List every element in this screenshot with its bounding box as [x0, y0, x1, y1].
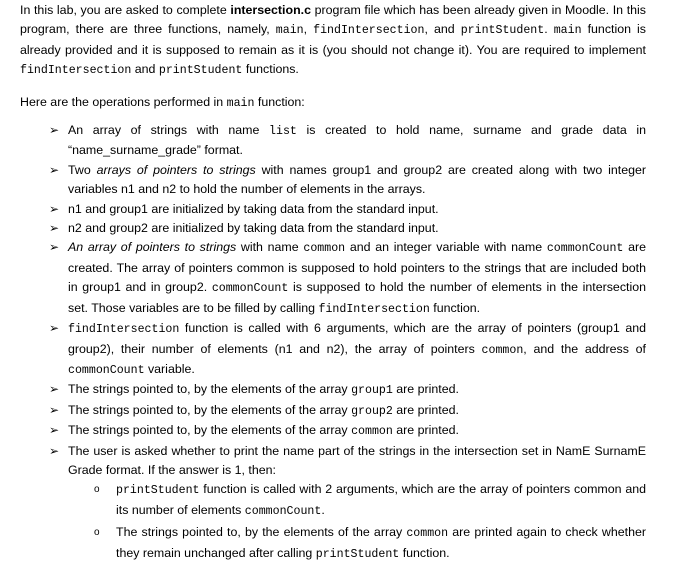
item-text: and an integer variable with name [345, 240, 547, 255]
operations-list [20, 121, 646, 564]
sub-list-item [116, 523, 646, 564]
item-text: are created. The array of pointers common is supposed to hold pointers to the strings that are included both in group1 and in group2. [68, 240, 646, 295]
code-common: common [303, 242, 346, 256]
list-item [68, 219, 646, 238]
item-text: with name [236, 240, 304, 255]
code-main: main [275, 24, 304, 38]
emphasis-text: An array of pointers to strings [68, 240, 237, 255]
item-text: function is called with 6 arguments, which are the array of pointers (group1 and group2), their number of elements (n1 and n2), the array of pointers [68, 321, 646, 356]
item-text: variable. [144, 361, 195, 376]
code-printstudent: printStudent [315, 547, 400, 561]
item-text: The strings pointed to, by the elements of the array [116, 525, 407, 540]
item-text: The strings pointed to, by the elements of the array [68, 423, 352, 438]
intro-text: functions. [242, 62, 299, 77]
item-text: function. [429, 300, 481, 315]
code-commoncount: commonCount [68, 363, 145, 377]
item-text: are printed. [392, 423, 459, 438]
code-findintersection: findIntersection [68, 323, 180, 337]
item-text: n2 and group2 are initialized by taking data from the standard input. [68, 221, 439, 236]
intro-text: , [303, 22, 314, 37]
item-text: The strings pointed to, by the elements of the array [68, 402, 352, 417]
sub-list [68, 480, 646, 564]
code-common: common [481, 343, 524, 357]
operations-heading [20, 93, 646, 113]
list-item [68, 380, 646, 400]
intro-text: program file which has been already given in Moodle. In this program, there are three functions, namely, [20, 3, 646, 37]
item-text: Two [68, 162, 97, 177]
code-list: list [269, 125, 297, 139]
code-group2: group2 [351, 404, 393, 418]
list-item [68, 238, 646, 319]
intro-text: , and [424, 22, 461, 37]
list-item [68, 161, 646, 200]
item-text: The user is asked whether to print the name part of the strings in the intersection set in NamE SurnamE Grade format. If the answer is 1, then: [68, 443, 646, 477]
intro-text: In this lab, you are asked to complete [20, 3, 231, 17]
intro-text: function is already provided and it is supposed to remain as it is (you should not change it). You are required to implement [20, 22, 646, 57]
code-findintersection: findIntersection [20, 64, 132, 78]
intro-text: and [131, 62, 159, 77]
list-item [68, 401, 646, 421]
code-printstudent: printStudent [158, 64, 243, 78]
item-text: are printed. [392, 382, 459, 397]
list-item [68, 421, 646, 441]
item-text: function. [399, 545, 450, 560]
code-common: common [351, 425, 393, 439]
code-findintersection: findIntersection [318, 302, 430, 316]
sub-list-item [116, 480, 646, 521]
item-text: are printed. [392, 402, 459, 417]
item-text: is created to hold name, surname and grade data in “name_surname_grade” format. [68, 123, 646, 158]
code-printstudent: printStudent [116, 484, 200, 498]
item-text: is supposed to hold the number of elements in the intersection set. Those variables are to be filled by calling [68, 280, 646, 315]
item-text: An array of strings with name [68, 123, 270, 138]
item-text: , and the address of [523, 341, 646, 356]
item-text: are printed again to check whether they remain unchanged after calling [116, 525, 646, 560]
code-main: main [553, 24, 582, 38]
heading-text: Here are the operations performed in [20, 94, 227, 109]
list-item [68, 442, 646, 564]
code-main: main [226, 96, 255, 110]
code-commoncount: commonCount [244, 504, 322, 518]
heading-text: function: [254, 94, 305, 109]
item-text: The strings pointed to, by the elements of the array [68, 382, 352, 397]
item-text: . [321, 502, 325, 517]
code-commoncount: commonCount [546, 242, 624, 256]
code-printstudent: printStudent [460, 24, 545, 38]
list-item [68, 319, 646, 380]
item-text: n1 and group1 are initialized by taking data from the standard input. [68, 201, 439, 216]
filename-intersection-c: intersection.c [230, 3, 311, 17]
list-item [68, 200, 646, 219]
code-common: common [406, 527, 449, 541]
code-findintersection: findIntersection [313, 24, 425, 38]
intro-paragraph [20, 1, 646, 81]
item-text: with names group1 and group2 are created along with two integer variables n1 and n2 to hold the number of elements in the arrays. [68, 162, 647, 197]
code-commoncount: commonCount [211, 282, 289, 296]
code-group1: group1 [351, 384, 393, 398]
emphasis-text: arrays of pointers to strings [96, 162, 256, 177]
intro-text: . [544, 22, 554, 37]
list-item [68, 121, 646, 161]
item-text: function is called with 2 arguments, which are the array of pointers common and its number of elements [116, 482, 646, 517]
